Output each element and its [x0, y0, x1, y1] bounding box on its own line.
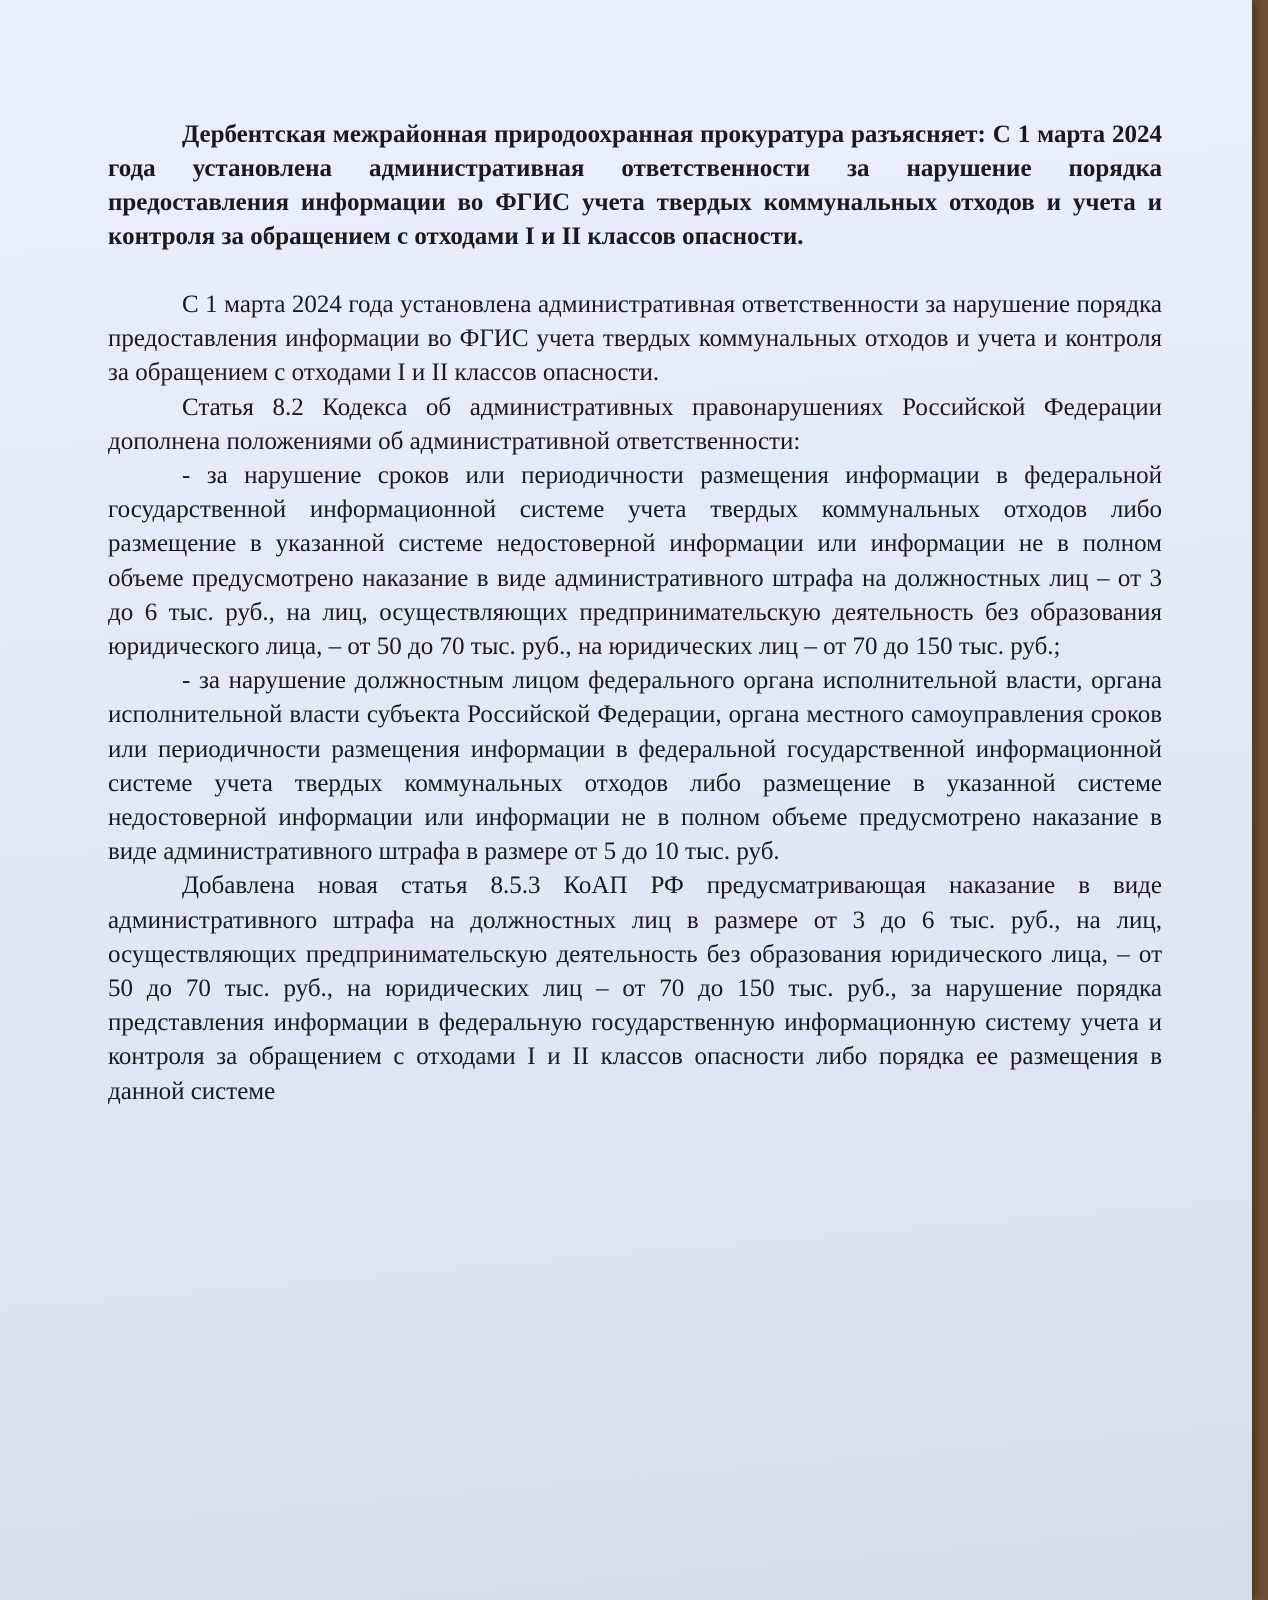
- paragraph-article-8-2: Статья 8.2 Кодекса об административных правонарушениях Российской Федерации дополнена положениями об административной ответственности:: [108, 393, 1162, 455]
- paragraph-intro: С 1 марта 2024 года установлена административная ответственности за нарушение порядка предоставления информации во ФГИС учета твердых коммунальных отходов и учета и контроля за обращением с отходами I и II классов опасности.: [108, 291, 1162, 387]
- document-body: [108, 118, 1162, 1109]
- document-heading: Дербентская межрайонная природоохранная прокуратура разъясняет: С 1 марта 2024 года установлена административная ответственности за нарушение порядка предоставления информации во ФГИС учета твердых коммунальных отходов и учета и контроля за обращением с отходами I и II классов опасности.: [108, 121, 1162, 250]
- list-item-penalty-2: - за нарушение должностным лицом федерального органа исполнительной власти, органа исполнительной власти субъекта Российской Федерации, органа местного самоуправления сроков или периодичности размещения информации в федеральной государственной информационной системе учета твердых коммунальных отходов либо размещение в указанной системе недостоверной информации или информации не в полном объеме предусмотрено наказание в виде административного штрафа в размере от 5 до 10 тыс. руб.: [108, 667, 1162, 866]
- paragraph-article-8-5-3: Добавлена новая статья 8.5.3 КоАП РФ предусматривающая наказание в виде административного штрафа на должностных лиц в размере от 3 до 6 тыс. руб., на лиц, осуществляющих предпринимательскую деятельность без образования юридического лица, – от 50 до 70 тыс. руб., на юридических лиц – от 70 до 150 тыс. руб., за нарушение порядка представления информации в федеральную государственную информационную систему учета и контроля за обращением с отходами I и II классов опасности либо порядка ее размещения в данной системе: [108, 872, 1162, 1105]
- list-item-penalty-1: - за нарушение сроков или периодичности размещения информации в федеральной государственной информационной системе учета твердых коммунальных отходов либо размещение в указанной системе недостоверной информации или информации не в полном объеме предусмотрено наказание в виде административного штрафа на должностных лиц – от 3 до 6 тыс. руб., на лиц, осуществляющих предпринимательскую деятельность без образования юридического лица, – от 50 до 70 тыс. руб., на юридических лиц – от 70 до 150 тыс. руб.;: [108, 462, 1162, 661]
